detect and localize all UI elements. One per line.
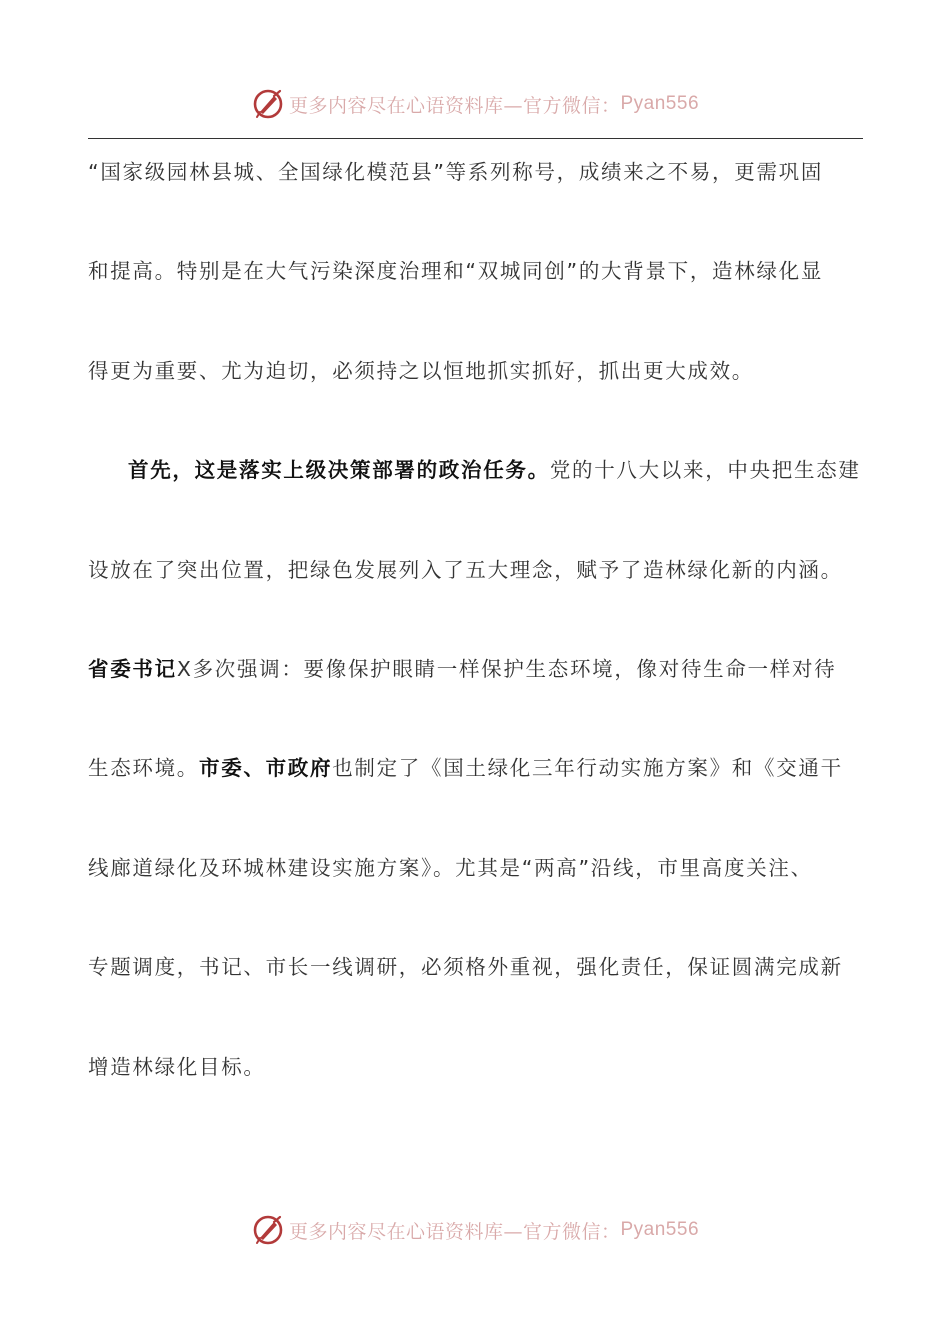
header-watermark [0, 84, 950, 124]
text-span: 多次强调：要像保护眼睛一样保护生态环境，像对待生命一样对待 [192, 656, 837, 681]
header-divider [88, 138, 863, 139]
quill-pen-logo-icon [251, 87, 285, 121]
text-line [88, 941, 863, 1040]
text-line [88, 1041, 863, 1140]
text-span: 也制定了《国土绿化三年行动实施方案》和《交通干 [332, 756, 843, 781]
text-span: 专题调度，书记、市长一线调研，必须格外重视，强化责任，保证圆满完成新 [88, 955, 843, 980]
text-line [88, 444, 863, 543]
text-span: 和提高。特别是在大气污染深度治理和“双城同创”的大背景下，造林绿化显 [88, 259, 824, 284]
text-line [88, 345, 863, 444]
text-line [88, 245, 863, 344]
footer-watermark [0, 1210, 950, 1250]
quill-pen-logo-icon [251, 1213, 285, 1247]
text-line [88, 146, 863, 245]
bold-text-span: 省委书记 [88, 656, 177, 681]
text-span: X [176, 656, 193, 681]
text-line [88, 544, 863, 643]
text-span: 线廊道绿化及环城林建设实施方案》。尤其是“两高”沿线，市里高度关注、 [88, 855, 813, 880]
text-span: “国家级园林县城、全国绿化模范县”等系列称号，成绩来之不易，更需巩固 [88, 160, 824, 184]
document-body [88, 146, 863, 1140]
watermark-text: 更多内容尽在心语资料库—官方微信： [288, 94, 621, 117]
bold-text-span: 首先，这是落实上级决策部署的政治任务。 [128, 458, 550, 483]
bold-text-span: 市委、市政府 [199, 756, 333, 781]
text-span: 得更为重要、尤为迫切，必须持之以恒地抓实抓好，抓出更大成效。 [88, 358, 754, 383]
watermark-account: Pyan556 [620, 1219, 700, 1240]
text-span: 增造林绿化目标。 [88, 1054, 266, 1079]
text-span: 设放在了突出位置，把绿色发展列入了五大理念，赋予了造林绿化新的内涵。 [88, 557, 843, 582]
text-span: 生态环境。 [88, 756, 199, 781]
text-line [88, 742, 863, 841]
text-line [88, 643, 863, 742]
text-line [88, 842, 863, 941]
watermark-text: 更多内容尽在心语资料库—官方微信： [288, 1220, 621, 1243]
watermark-account: Pyan556 [620, 93, 700, 114]
text-span: 党的十八大以来，中央把生态建 [549, 458, 861, 483]
